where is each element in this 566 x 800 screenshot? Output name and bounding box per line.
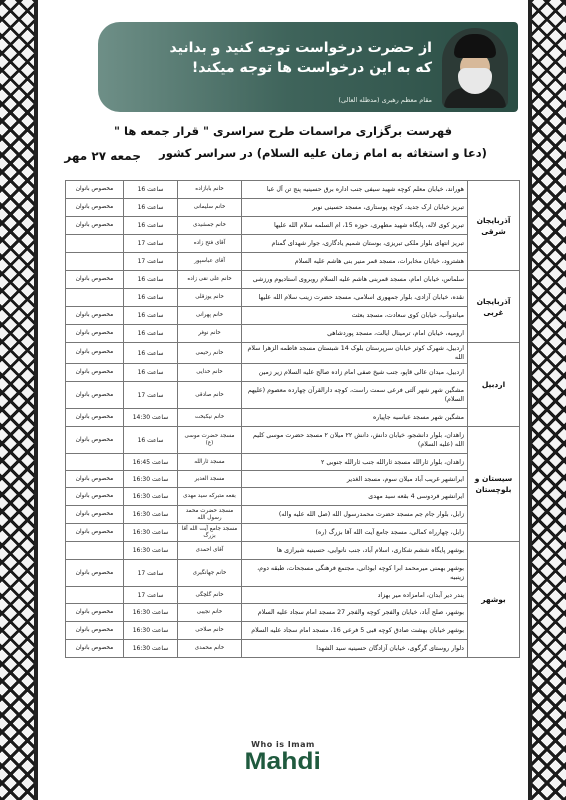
location-cell: زاهدان، بلوار ثارالله مسجد ثارالله جنب ثارالله جنوبی ۲ — [242, 454, 468, 471]
left-decorative-border — [0, 0, 38, 800]
host-cell: آقای عباسپور — [178, 253, 242, 271]
audience-cell: مخصوص بانوان — [66, 524, 124, 542]
audience-cell: مخصوص بانوان — [66, 488, 124, 506]
quote-banner — [98, 22, 518, 112]
location-cell: بوشهر بهمنی میرمحمد ابرا کوچه ابوذانی، مجتمع فرهنگی مسجحات، طبقه دوم، زینبیه — [242, 560, 468, 587]
time-cell: ساعت 16 — [124, 343, 178, 364]
location-cell: هوراند، خیابان معلم کوچه شهید سیفی جنب اداره برق حسینیه پنج تن آل عبا — [242, 181, 468, 199]
table-row — [66, 506, 520, 524]
audience-cell: مخصوص بانوان — [66, 604, 124, 622]
audience-cell: مخصوص بانوان — [66, 382, 124, 409]
schedule-table — [65, 180, 520, 658]
date-label: جمعه ۲۷ مهر — [64, 149, 141, 163]
location-cell: ایرانشهر فردوسی 4 بقعه سید مهدی — [242, 488, 468, 506]
time-cell: ساعت 17 — [124, 587, 178, 604]
time-cell: ساعت 16:30 — [124, 524, 178, 542]
location-cell: بوشهر پایگاه ششم شکاری، اسلام آباد، جنب نانوایی، حسینیه شیرازی ها — [242, 542, 468, 560]
brand-name: Mahdi — [244, 748, 322, 775]
table-row — [66, 409, 520, 427]
right-decorative-border — [528, 0, 566, 800]
audience-cell: مخصوص بانوان — [66, 471, 124, 488]
time-cell: ساعت 16:30 — [124, 488, 178, 506]
table-row — [66, 488, 520, 506]
table-row — [66, 427, 520, 454]
time-cell: ساعت 16:30 — [124, 640, 178, 658]
page-subtitle: (دعا و استغاثه به امام زمان علیه السلام) در سراسر کشور — [159, 146, 487, 160]
location-cell: زابل، بلوار جام جم مسجد حضرت محمدرسول الله (صل الله علیه واله) — [242, 506, 468, 524]
time-cell: ساعت 17 — [124, 560, 178, 587]
table-row — [66, 271, 520, 289]
time-cell: ساعت 16 — [124, 325, 178, 343]
quote-line-1: از حضرت درخواست توجه کنید و بدانید — [169, 40, 432, 56]
audience-cell: مخصوص بانوان — [66, 181, 124, 199]
time-cell: ساعت 16:45 — [124, 454, 178, 471]
quote-source: مقام معظم رهبری (مدظله العالی) — [338, 96, 432, 104]
table-row — [66, 524, 520, 542]
poster — [40, 0, 526, 800]
location-cell: سلماس، خیابان امام، مسجد قمربنی هاشم علیه السلام روبروی استادیوم ورزشی — [242, 271, 468, 289]
audience-cell: مخصوص بانوان — [66, 271, 124, 289]
host-cell: خانم محمدی — [178, 640, 242, 658]
location-cell: ایرانشهر غریب آباد میلان سوم، مسجد الغدیر — [242, 471, 468, 488]
audience-cell — [66, 454, 124, 471]
table-row — [66, 382, 520, 409]
table-row — [66, 560, 520, 587]
location-cell: هشترود، خیابان مخابرات، مسجد قمر منیر بنی هاشم علیه السلام — [242, 253, 468, 271]
host-cell: خانم خدایی — [178, 364, 242, 382]
audience-cell: مخصوص بانوان — [66, 640, 124, 658]
host-cell: مسجد الغدیر — [178, 471, 242, 488]
table-row — [66, 253, 520, 271]
time-cell: ساعت 16 — [124, 427, 178, 454]
table-row — [66, 325, 520, 343]
location-cell: بوشهر، صلح آباد، خیابان والفجر کوچه والفجر 27 مسجد امام سجاد علیه السلام — [242, 604, 468, 622]
audience-cell: مخصوص بانوان — [66, 427, 124, 454]
host-cell: خانم بابازاده — [178, 181, 242, 199]
table-row — [66, 181, 520, 199]
table-row — [66, 235, 520, 253]
audience-cell — [66, 289, 124, 307]
location-cell: زابل، چهارراه کمالی، مسجد جامع آیت الله آقا بزرگ (ره) — [242, 524, 468, 542]
location-cell: نقده، خیابان آزادی، بلوار جمهوری اسلامی، مسجد حضرت زینب سلام الله علیها — [242, 289, 468, 307]
host-cell: مسجد ثارالله — [178, 454, 242, 471]
host-cell: خانم گلچگی — [178, 587, 242, 604]
province-cell: بوشهر — [468, 542, 520, 658]
location-cell: مشگین شهر مسجد عباسیه جاپیاره — [242, 409, 468, 427]
banner-quote — [112, 38, 432, 78]
host-cell: خانم پهرانی — [178, 307, 242, 325]
location-cell: بوشهر خیابان بهشت صادق کوچه قبی 5 فرعی 16، مسجد امام سجاد علیه السلام — [242, 622, 468, 640]
time-cell: ساعت 16 — [124, 307, 178, 325]
location-cell: تبریز کوی لاله، پایگاه شهید مطهری، حوزه 15، ام السلمه سلام الله علیها — [242, 217, 468, 235]
host-cell: خانم علی نقی زاده — [178, 271, 242, 289]
audience-cell: مخصوص بانوان — [66, 325, 124, 343]
audience-cell: مخصوص بانوان — [66, 364, 124, 382]
time-cell: ساعت 16 — [124, 181, 178, 199]
host-cell: آقای فتح زاده — [178, 235, 242, 253]
location-cell: ارومیه، خیابان امام، ترمینال ایالت، مسجد پوردشاهی — [242, 325, 468, 343]
location-cell: بندر دیر آبدان، امامزاده میر بهزاد — [242, 587, 468, 604]
audience-cell — [66, 235, 124, 253]
table-row — [66, 640, 520, 658]
table-row — [66, 364, 520, 382]
host-cell: خانم جمشیدی — [178, 217, 242, 235]
province-cell: آذربایجان غربی — [468, 271, 520, 343]
table-row — [66, 587, 520, 604]
host-cell: خانم جهانگیری — [178, 560, 242, 587]
table-row — [66, 289, 520, 307]
host-cell: خانم نیکبخت — [178, 409, 242, 427]
location-cell: زاهدان، بلوار دانشجو، خیابان دانش، دانش ۲۲ میلان ۲ مسجد حضرت موسی کلیم الله (علیه السلام) — [242, 427, 468, 454]
province-cell: سیستان و بلوچستان — [468, 427, 520, 542]
host-cell: خانم نجیبی — [178, 604, 242, 622]
province-cell: آذربایجان شرقی — [468, 181, 520, 271]
leader-portrait — [442, 28, 508, 108]
location-cell: اردبیل، شهرک کوثر خیابان سرپرستان بلوک 14 شبستان مسجد فاطمه الزهرا سلام الله — [242, 343, 468, 364]
host-cell: مسجد جامع آیت الله آقا بزرگ — [178, 524, 242, 542]
host-cell: خانم یوزقلی — [178, 289, 242, 307]
host-cell: آقای احمدی — [178, 542, 242, 560]
host-cell: مسجد حضرت محمد رسول الله — [178, 506, 242, 524]
audience-cell: مخصوص بانوان — [66, 560, 124, 587]
time-cell: ساعت 16:30 — [124, 604, 178, 622]
brand-logo — [40, 740, 526, 775]
time-cell: ساعت 14:30 — [124, 409, 178, 427]
time-cell: ساعت 16 — [124, 199, 178, 217]
table-row — [66, 471, 520, 488]
table-row — [66, 343, 520, 364]
location-cell: دلوار روستای گرگوی، خیابان آزادگان حسینیه سید الشهدا — [242, 640, 468, 658]
time-cell: ساعت 16 — [124, 217, 178, 235]
page-title: فهرست برگزاری مراسمات طرح سراسری " قرار جمعه ها " — [114, 124, 452, 138]
location-cell: تبریز خیابان ارک جدید، کوچه پوستاری، مسجد حسینی نوبر — [242, 199, 468, 217]
table-row — [66, 542, 520, 560]
location-cell: تبریز انتهای بلوار ملکی تبریزی، بوستان شمیم یادگاری، جوار شهدای گمنام — [242, 235, 468, 253]
audience-cell: مخصوص بانوان — [66, 622, 124, 640]
host-cell: خانم نوفر — [178, 325, 242, 343]
host-cell: خانم رحیمی — [178, 343, 242, 364]
host-cell: خانم صلاحی — [178, 622, 242, 640]
quote-line-2: که به این درخواست ها توجه میکند! — [191, 60, 432, 76]
time-cell: ساعت 17 — [124, 253, 178, 271]
time-cell: ساعت 16 — [124, 271, 178, 289]
host-cell: بقعه متبرکه سید مهدی — [178, 488, 242, 506]
brand-tagline: Who is Imam — [251, 740, 315, 749]
audience-cell: مخصوص بانوان — [66, 506, 124, 524]
time-cell: ساعت 16:30 — [124, 622, 178, 640]
audience-cell — [66, 253, 124, 271]
host-cell: خانم صادقی — [178, 382, 242, 409]
table-row — [66, 604, 520, 622]
time-cell: ساعت 16:30 — [124, 542, 178, 560]
location-cell: اردبیل، میدان عالی قاپو، جنب شیخ صفی امام زاده صالح علیه السلام زیر زمین — [242, 364, 468, 382]
audience-cell: مخصوص بانوان — [66, 199, 124, 217]
host-cell: مسجد حضرت موسی (ع) — [178, 427, 242, 454]
time-cell: ساعت 17 — [124, 382, 178, 409]
table-row — [66, 307, 520, 325]
audience-cell — [66, 542, 124, 560]
host-cell: خانم سلیمانی — [178, 199, 242, 217]
audience-cell — [66, 587, 124, 604]
table-row — [66, 217, 520, 235]
table-row — [66, 199, 520, 217]
audience-cell: مخصوص بانوان — [66, 217, 124, 235]
table-row — [66, 454, 520, 471]
location-cell: مشگین شهر شهر آلتی فرعی سمت راست، کوچه دارالقرآن چهارده معصوم (علیهم السلام) — [242, 382, 468, 409]
time-cell: ساعت 16 — [124, 289, 178, 307]
audience-cell: مخصوص بانوان — [66, 343, 124, 364]
audience-cell: مخصوص بانوان — [66, 307, 124, 325]
time-cell: ساعت 16 — [124, 364, 178, 382]
location-cell: میاندوآب، خیابان کوی سعادت، مسجد بعثت — [242, 307, 468, 325]
table-row — [66, 622, 520, 640]
time-cell: ساعت 17 — [124, 235, 178, 253]
audience-cell: مخصوص بانوان — [66, 409, 124, 427]
province-cell: اردبیل — [468, 343, 520, 427]
time-cell: ساعت 16:30 — [124, 471, 178, 488]
time-cell: ساعت 16:30 — [124, 506, 178, 524]
